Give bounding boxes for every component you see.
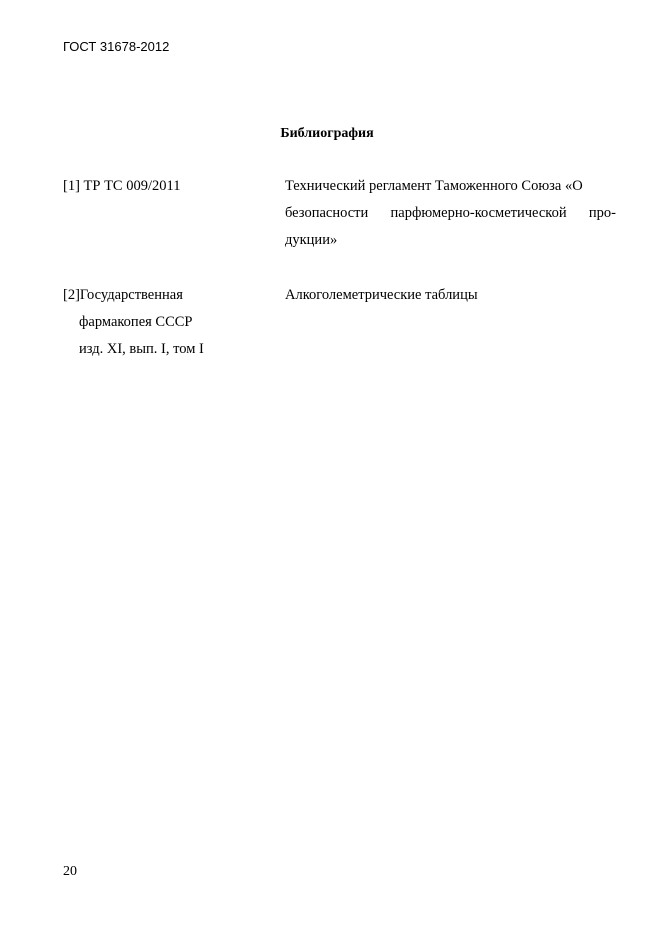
entry-description-line: Технический регламент Таможенного Союза «О — [285, 178, 583, 194]
page-number: 20 — [63, 864, 77, 879]
section-title: Библиография — [280, 126, 374, 141]
entry-description-line: дукции» — [285, 232, 338, 248]
entry-reference: [2]Государственная — [63, 287, 183, 303]
entry-reference: [1] ТР ТС 009/2011 — [63, 178, 181, 194]
entry-description-line: Алкоголеметрические таблицы — [285, 287, 478, 303]
entry-reference: изд. XI, вып. I, том I — [79, 341, 204, 357]
entry-description-line: безопасности парфюмерно-косметической про- — [285, 205, 616, 221]
entry-reference: фармакопея СССР — [79, 314, 193, 330]
document-header: ГОСТ 31678-2012 — [63, 39, 170, 54]
